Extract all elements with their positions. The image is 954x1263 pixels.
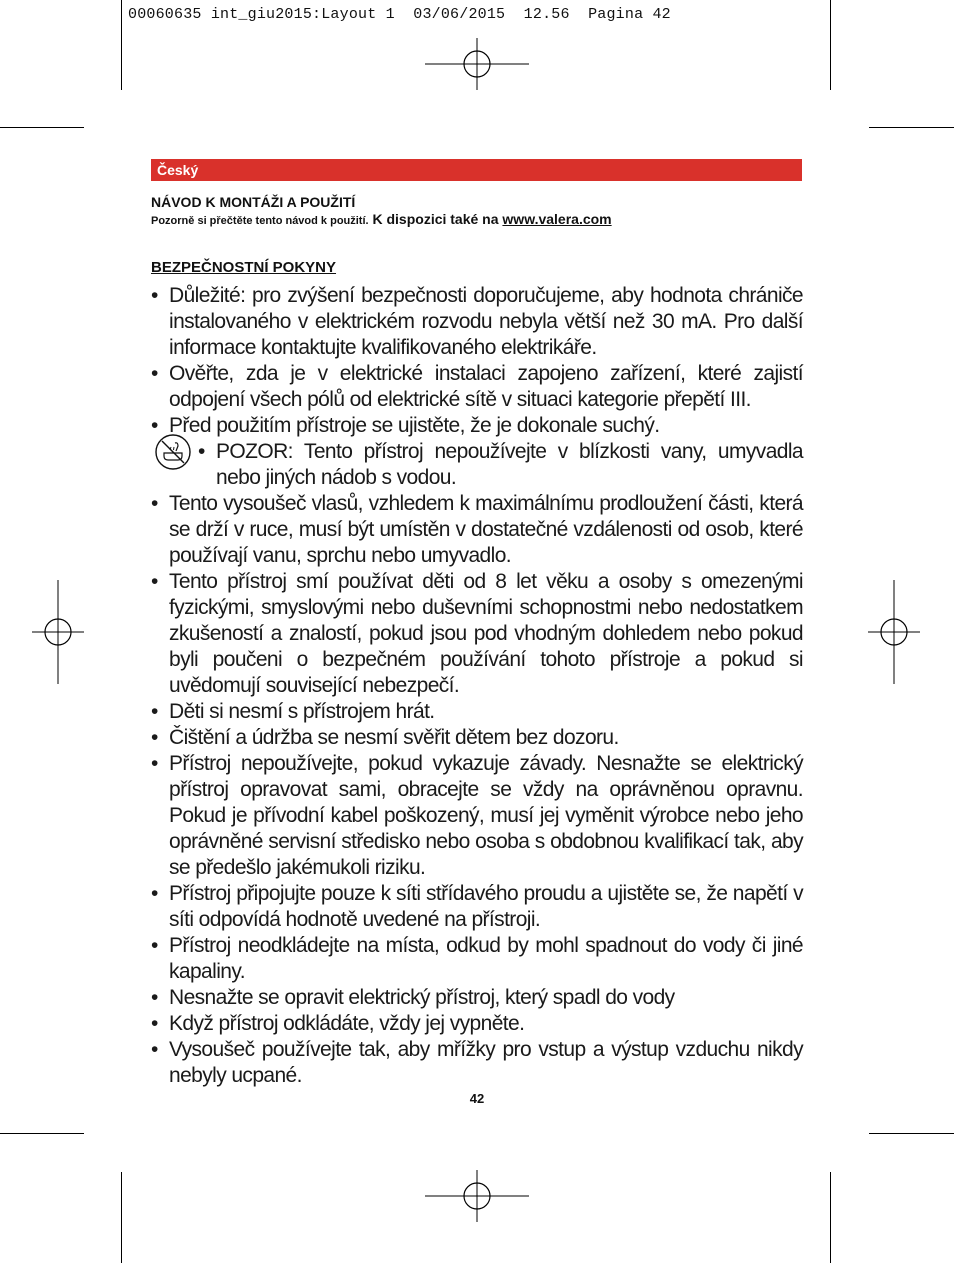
list-item [151,881,803,933]
bullet: • [151,492,158,515]
list-item [151,1011,803,1037]
list-item-warning [151,439,803,491]
list-item-text: Čištění a údržba se nesmí svěřit dětem bez dozoru. [169,726,619,749]
crop-mark [121,0,122,90]
registration-mark-left [32,580,84,684]
list-item [151,569,803,699]
list-item [151,491,803,569]
crop-mark [869,127,954,128]
bullet: • [151,882,158,905]
list-item-text: Přístroj nepoužívejte, pokud vykazuje závady. Nesnažte se elektrický přístroj opravovat sami, obracejte se vždy na oprávněnou opravnu. Pokud je přívodní kabel poškozený, musí jej vyměnit výrobce nebo jeho oprávněné servisní středisko nebo osoba s obdobnou kvalifikací tak, aby se předešlo jakémukoli riziku. [169,752,803,879]
print-slug: 00060635 int_giu2015:Layout 1 03/06/2015 12.56 Pagina 42 [128,6,671,23]
list-item-text: Nesnažte se opravit elektrický přístroj, který spadl do vody [169,986,675,1009]
crop-mark [869,1133,954,1134]
bullet: • [198,440,205,463]
bullet: • [151,752,158,775]
crop-mark [0,127,84,128]
list-item-text: Před použitím přístroje se ujistěte, že je dokonale suchý. [169,414,660,437]
list-item [151,933,803,985]
list-item-text: Ověřte, zda je v elektrické instalaci zapojeno zařízení, které zajistí odpojení všech pólů od elektrické sítě v situaci kategorie přepětí III. [169,362,803,411]
list-item [151,361,803,413]
subheading-availability: K dispozici také na [368,211,503,227]
list-item [151,413,803,439]
language-bar: Český [151,159,802,181]
list-item [151,1037,803,1089]
bullet: • [151,362,158,385]
bullet: • [151,284,158,307]
list-item-text: Když přístroj odkládáte, vždy jej vypněte. [169,1012,525,1035]
list-item [151,725,803,751]
list-item-text: Tento vysoušeč vlasů, vzhledem k maximálnímu prodloužení části, která se drží v ruce, musí být umístěn v dostatečné vzdálenosti od osob, které používají vanu, sprchu nebo umyvadlo. [169,492,803,567]
registration-mark-right [868,580,920,684]
list-item [151,283,803,361]
no-water-bathtub-icon [154,433,192,471]
safety-instructions [151,283,803,1089]
list-item-text: Přístroj připojujte pouze k síti střídavého proudu a ujistěte se, že napětí v síti odpovídá hodnotě uvedené na přístroji. [169,882,803,931]
bullet: • [151,414,158,437]
bullet: • [151,986,158,1009]
list-item [151,751,803,881]
list-item-text: Tento přístroj smí používat děti od 8 let věku a osoby s omezenými fyzickými, smyslovými nebo duševními schopnostmi nebo nedostatkem zkušeností a znalostí, pokud jsou pod vhodným dohledem nebo pokud byli poučeni o bezpečném používání tohoto přístroje a pokud si uvědomují související nebezpečí. [169,570,803,697]
list-item-text: Vysoušeč používejte tak, aby mřížky pro vstup a výstup vzduchu nikdy nebyly ucpané. [169,1038,803,1087]
crop-mark [830,1172,831,1263]
subheading-note: Pozorně si přečtěte tento návod k použití. [151,215,369,227]
bullet: • [151,934,158,957]
page-number: 42 [469,1091,485,1106]
website-link[interactable]: www.valera.com [502,211,612,227]
registration-mark-top [425,38,529,90]
list-item-text: Přístroj neodkládejte na místa, odkud by mohl spadnout do vody či jiné kapaliny. [169,934,803,983]
section-title: BEZPEČNOSTNÍ POKYNY [151,259,337,276]
crop-mark [121,1172,122,1263]
safety-list [151,283,803,1089]
manual-subheading [151,211,612,227]
list-item-text: Důležité: pro zvýšení bezpečnosti doporučujeme, aby hodnota chrániče instalovaného v elektrickém rozvodu nebyla větší než 30 mA. Pro další informace kontaktujte kvalifikovaného elektrikáře. [169,284,803,359]
bullet: • [151,570,158,593]
list-item-text: POZOR: Tento přístroj nepoužívejte v blízkosti vany, umyvadla nebo jiných nádob s vodou. [216,440,803,489]
bullet: • [151,1012,158,1035]
crop-mark [830,0,831,90]
crop-mark [0,1133,84,1134]
list-item [151,699,803,725]
list-item [151,985,803,1011]
bullet: • [151,726,158,749]
manual-heading: NÁVOD K MONTÁŽI A POUŽITÍ [151,194,356,210]
bullet: • [151,700,158,723]
bullet: • [151,1038,158,1061]
registration-mark-bottom [425,1170,529,1222]
list-item-text: Děti si nesmí s přístrojem hrát. [169,700,435,723]
